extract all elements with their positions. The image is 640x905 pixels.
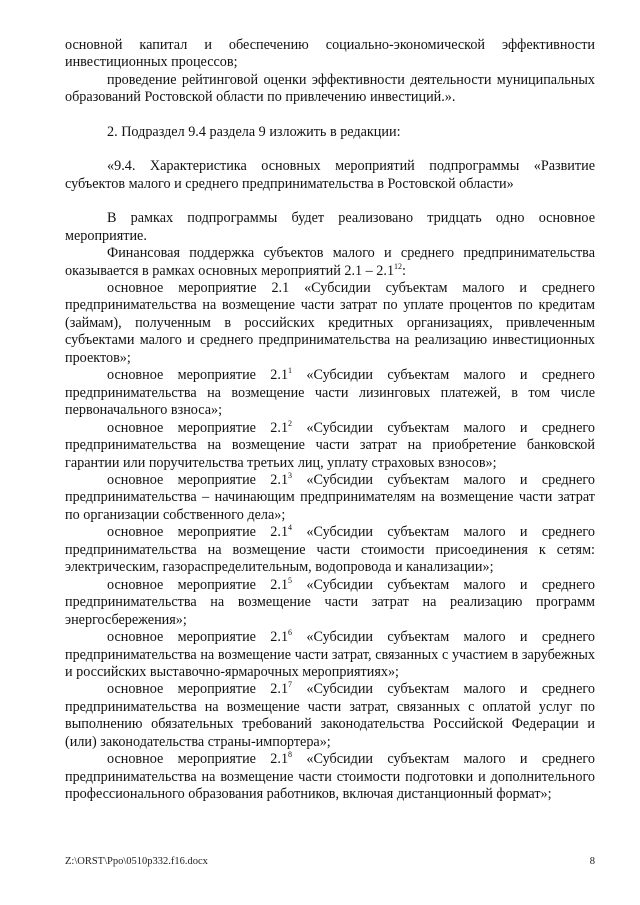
list-item xyxy=(65,420,595,472)
superscript: 12 xyxy=(394,261,403,271)
item-prefix: основное мероприятие 2.1 xyxy=(107,367,289,384)
item-prefix: основное мероприятие 2.1 xyxy=(107,681,289,698)
superscript: 3 xyxy=(288,470,293,480)
item-text: «Субсидии субъектам малого и среднего предпринимательства на возмещение части стоимости подготовки и дополнительного профессионального образования работников, включая дистанционный формат»; xyxy=(65,751,595,803)
paragraph-financial-support xyxy=(65,245,595,280)
superscript: 7 xyxy=(288,680,293,690)
item-text: «Субсидии субъектам малого и среднего предпринимательства на возмещение части затрат на реализацию программ энергосбережения»; xyxy=(65,576,595,628)
superscript: 2 xyxy=(288,418,293,428)
item-text: «Субсидии субъектам малого и среднего предпринимательства на возмещение части лизинговых платежей, в том числе первоначального взноса»; xyxy=(65,367,595,419)
item-prefix: основное мероприятие 2.1 xyxy=(107,419,289,436)
financial-support-text: Финансовая поддержка субъектов малого и среднего предпринимательства оказывается в рамках основных мероприятий 2.1 – 2.1 xyxy=(65,245,595,279)
item-prefix: основное мероприятие 2.1 xyxy=(107,576,289,593)
paragraph-continuation: основной капитал и обеспечению социально-экономической эффективности инвестиционных процессов; xyxy=(65,37,595,71)
page-number: 8 xyxy=(589,856,595,867)
item-prefix: основное мероприятие 2.1 xyxy=(107,279,290,296)
financial-support-tail: : xyxy=(402,262,406,279)
list-item xyxy=(65,681,595,751)
superscript: 4 xyxy=(288,523,293,533)
document-page xyxy=(65,37,595,804)
list-item xyxy=(65,472,595,524)
paragraph-intro: В рамках подпрограммы будет реализовано тридцать одно основное мероприятие. xyxy=(65,210,595,244)
list-item xyxy=(65,577,595,629)
item-text: «Субсидии субъектам малого и среднего предпринимательства на возмещение части затрат, связанных с участием в зарубежных и российских выставочно-ярмарочных мероприятиях»; xyxy=(65,629,595,680)
superscript: 1 xyxy=(288,366,293,376)
list-item xyxy=(65,280,595,367)
list-item xyxy=(65,367,595,419)
item-text: «Субсидии субъектам малого и среднего предпринимательства на возмещение части затрат по уплате процентов по кредитам (займам), полученным в российских кредитных организациях, привлеченным субъектами малого и среднего предпринимательства на реализацию инвестиционных проектов»; xyxy=(65,279,595,366)
file-path: Z:\ORST\Ppo\0510p332.f16.docx xyxy=(65,856,208,867)
item-text: «Субсидии субъектам малого и среднего предпринимательства на возмещение части затрат на приобретение банковской гарантии или поручительства третьих лиц, уплату страховых взносов»; xyxy=(65,419,595,471)
item-prefix: основное мероприятие 2.1 xyxy=(107,751,289,768)
list-item xyxy=(65,629,595,681)
superscript: 5 xyxy=(288,575,293,585)
item-prefix: основное мероприятие 2.1 xyxy=(107,524,289,541)
paragraph-rating: проведение рейтинговой оценки эффективности деятельности муниципальных образований Ростовской области по привлечению инвестиций.». xyxy=(65,71,595,106)
item-prefix: основное мероприятие 2.1 xyxy=(107,471,289,488)
paragraph-amendment: 2. Подраздел 9.4 раздела 9 изложить в редакции: xyxy=(107,123,401,140)
list-item xyxy=(65,524,595,576)
section-heading: «9.4. Характеристика основных мероприятий подпрограммы «Развитие субъектов малого и среднего предпринимательства в Ростовской области» xyxy=(65,158,595,192)
superscript: 8 xyxy=(288,750,293,760)
superscript: 6 xyxy=(288,628,293,638)
page-footer xyxy=(65,855,595,868)
item-text: «Субсидии субъектам малого и среднего предпринимательства – начинающим предпринимателям на возмещение части затрат по организации собственного дела»; xyxy=(65,471,595,523)
item-text: «Субсидии субъектам малого и среднего предпринимательства на возмещение части затрат, связанных с оплатой услуг по выполнению обязательных требований законодательства Российской Федерации и (или) законодательства страны-импортера»; xyxy=(65,681,595,750)
item-prefix: основное мероприятие 2.1 xyxy=(107,629,289,646)
item-text: «Субсидии субъектам малого и среднего предпринимательства на возмещение части стоимости присоединения к сетям: электрическим, газораспределительным, водопровода и канализации»; xyxy=(65,524,595,576)
list-item xyxy=(65,751,595,803)
